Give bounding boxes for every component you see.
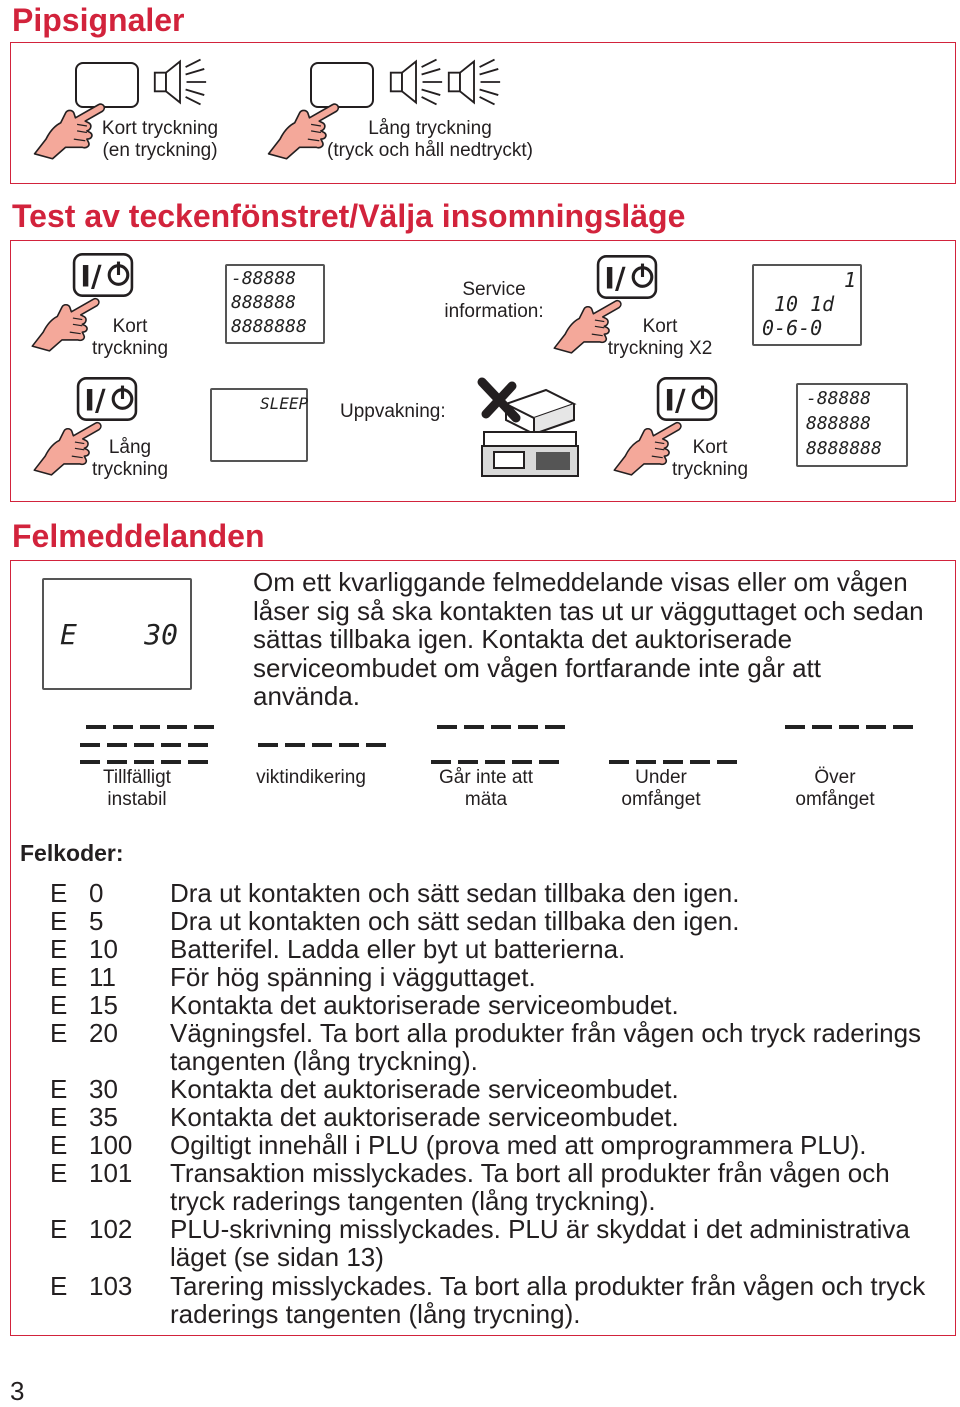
heading-pipsignaler: Pipsignaler bbox=[12, 2, 185, 38]
dash-indicator bbox=[80, 751, 215, 754]
caption-line: Tillfälligt bbox=[103, 767, 171, 788]
caption-line: (tryck och håll nedtryckt) bbox=[327, 140, 533, 161]
caption-line: Går inte att bbox=[439, 767, 533, 788]
error-code: E 15 bbox=[50, 990, 118, 1020]
lcd-sleep bbox=[210, 388, 308, 462]
short-press-x2-caption bbox=[596, 316, 724, 360]
caption-line: Lång tryckning bbox=[368, 118, 492, 139]
caption-line: (en tryckning) bbox=[102, 140, 218, 161]
page-number: 3 bbox=[10, 1376, 25, 1406]
lcd-all-segments bbox=[225, 264, 325, 344]
caption-line: Service bbox=[462, 279, 526, 300]
dash-indicator bbox=[258, 734, 393, 737]
error-paragraph: Om ett kvarliggande felmeddelande visas eller om vågen låser sig så ska kontakten tas ut ur vägguttaget och sedan sättas tillbaka igen. Kontakta det auktoriserade serviceombudet om vågen fortfarande inte går att använda. bbox=[253, 567, 924, 711]
caption-line: omfånget bbox=[795, 789, 875, 810]
error-description: Dra ut kontakten och sätt sedan tillbaka den igen. bbox=[170, 878, 740, 908]
error-description: Batterifel. Ladda eller byt ut batterierna. bbox=[170, 934, 626, 964]
error-description: För hög spänning i vägguttaget. bbox=[170, 962, 536, 992]
state-caption bbox=[586, 767, 736, 811]
error-description: Dra ut kontakten och sätt sedan tillbaka den igen. bbox=[170, 906, 740, 936]
error-code: E 20 bbox=[50, 1018, 118, 1048]
dash-indicator bbox=[431, 751, 566, 754]
caption-line: tryckning bbox=[91, 459, 169, 480]
wake-label: Uppvakning: bbox=[340, 401, 446, 422]
error-code: E 0 bbox=[50, 878, 104, 908]
lcd-row: 8888888 bbox=[231, 316, 307, 337]
short-press-caption-2 bbox=[660, 437, 760, 481]
state-caption bbox=[411, 767, 561, 811]
heading-display-test: Test av teckenfönstret/Välja insomningsläge bbox=[12, 198, 686, 234]
lcd-row: 8888888 bbox=[806, 438, 882, 459]
error-code: E 5 bbox=[50, 906, 104, 936]
state-caption bbox=[236, 767, 386, 789]
lcd-row: -88888 bbox=[806, 388, 872, 409]
lcd-row: 1 bbox=[844, 268, 857, 292]
dash-indicator bbox=[609, 751, 744, 754]
lcd-row: SLEEP bbox=[260, 394, 309, 413]
caption-line: mäta bbox=[464, 789, 508, 810]
lcd-row: -88888 bbox=[231, 268, 297, 289]
caption-line: tryckning bbox=[671, 459, 749, 480]
lcd-all-segments-2 bbox=[796, 383, 908, 467]
beep-long-caption bbox=[300, 118, 560, 162]
error-code: E 11 bbox=[50, 962, 117, 992]
speaker-icon bbox=[388, 54, 444, 110]
state-caption bbox=[760, 767, 910, 811]
long-press-caption bbox=[80, 437, 180, 481]
error-code: E 100 bbox=[50, 1130, 133, 1160]
error-code: E 10 bbox=[50, 934, 118, 964]
error-description: Kontakta det auktoriserade serviceombudet. bbox=[170, 990, 679, 1020]
state-caption bbox=[62, 767, 212, 811]
lcd-row: 10 1d bbox=[774, 292, 835, 316]
error-description: Vägningsfel. Ta bort alla produkter från vågen och tryck raderings tangenten (lång tryckning). bbox=[170, 1018, 922, 1077]
error-code: E 102 bbox=[50, 1214, 133, 1244]
dash-indicator bbox=[785, 716, 920, 719]
heading-felmeddelanden: Felmeddelanden bbox=[12, 518, 265, 554]
error-description: Ogiltigt innehåll i PLU (prova med att omprogrammera PLU). bbox=[170, 1130, 867, 1160]
lcd-row: 888888 bbox=[231, 292, 297, 313]
error-description: Transaktion misslyckades. Ta bort all produkter från vågen och tryck raderings tangenten (lång tryckning). bbox=[170, 1158, 890, 1217]
caption-line: information: bbox=[444, 301, 544, 322]
scale-icon bbox=[476, 374, 586, 478]
lcd-row: E 30 bbox=[60, 618, 179, 651]
caption-line: omfånget bbox=[621, 789, 701, 810]
speaker-icon bbox=[446, 54, 502, 110]
dash-indicator bbox=[86, 716, 221, 719]
caption-line: instabil bbox=[107, 789, 167, 810]
caption-line: Kort tryckning bbox=[101, 118, 219, 139]
caption-line: Kort bbox=[642, 316, 678, 337]
caption-line: Kort bbox=[112, 316, 148, 337]
caption-line: Över bbox=[814, 767, 856, 788]
lcd-error-e30 bbox=[42, 578, 192, 690]
lcd-row: 888888 bbox=[806, 413, 872, 434]
error-codes-label: Felkoder: bbox=[20, 840, 124, 866]
dash-indicator bbox=[80, 734, 215, 737]
speaker-icon bbox=[152, 54, 208, 110]
caption-line: Kort bbox=[692, 437, 728, 458]
lcd-service bbox=[752, 264, 862, 346]
caption-line: viktindikering bbox=[256, 767, 366, 788]
beep-short-caption bbox=[80, 118, 240, 162]
error-description: PLU-skrivning misslyckades. PLU är skyddat i det administrativa läget (se sidan 13) bbox=[170, 1214, 910, 1273]
error-description: Tarering misslyckades. Ta bort alla produkter från vågen och tryck raderings tangenten (lång trycning). bbox=[170, 1271, 926, 1330]
error-description: Kontakta det auktoriserade serviceombudet. bbox=[170, 1102, 679, 1132]
error-code: E 101 bbox=[50, 1158, 133, 1188]
lcd-row: 0-6-0 bbox=[762, 316, 823, 340]
short-press-caption bbox=[80, 316, 180, 360]
error-code: E 103 bbox=[50, 1271, 133, 1301]
caption-line: tryckning bbox=[91, 338, 169, 359]
caption-line: Under bbox=[635, 767, 687, 788]
error-description: Kontakta det auktoriserade serviceombudet. bbox=[170, 1074, 679, 1104]
error-code: E 35 bbox=[50, 1102, 118, 1132]
caption-line: Lång bbox=[108, 437, 152, 458]
caption-line: tryckning X2 bbox=[607, 338, 713, 359]
error-code: E 30 bbox=[50, 1074, 118, 1104]
dash-indicator bbox=[437, 716, 572, 719]
